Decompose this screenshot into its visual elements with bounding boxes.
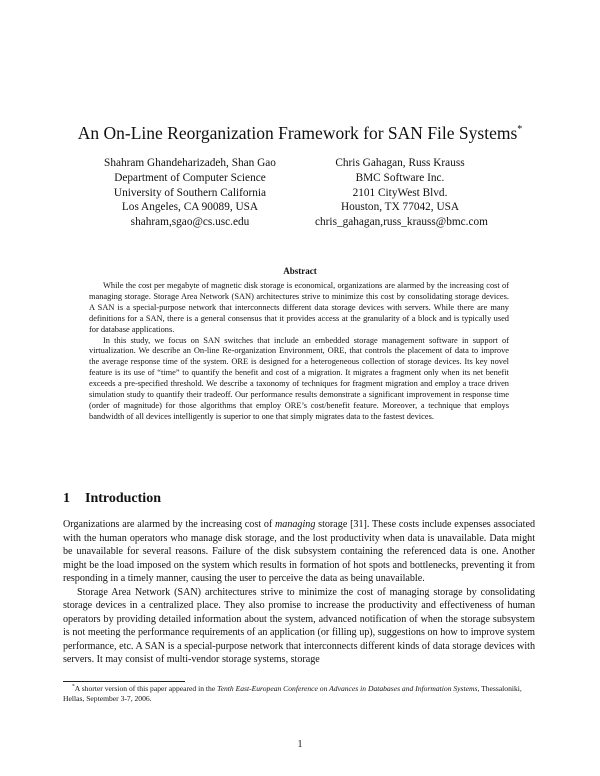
author-affiliation: BMC Software Inc. [355, 171, 445, 184]
author-street: 2101 CityWest Blvd. [352, 186, 448, 199]
page-number: 1 [297, 739, 303, 750]
footnote [63, 684, 535, 704]
abstract-heading: Abstract [283, 266, 317, 276]
author-names: Shahram Ghandeharizadeh, Shan Gao [104, 157, 276, 169]
abstract-paragraph: While the cost per megabyte of magnetic disk storage is economical, organizations are alarmed by the increasing cost of managing storage. Storage Area Network (SAN) architectures strive to minimize this cost by consolidating storage devices. A SAN is a special-purpose network that interconnects different data storage devices with servers. While there are many definitions for a SAN, there is a general consensus that it provides access at the granularity of a block and is typically used for database applications. [89, 281, 509, 334]
author-address: Los Angeles, CA 90089, USA [121, 201, 259, 214]
author-group-bmc [315, 156, 488, 230]
author-email: shahram,sgao@cs.usc.edu [130, 216, 250, 229]
body-text-run: storage [31]. These costs include expenses associated with the human operators who manage disk storage, and the lost productivity when data is unavailable. Data might be unavailable for several reasons. Failure of the disk subsystem containing the referenced data is one. Another might be the load imposed on the system which results in formation of hot spots and bottlenecks, preventing it from responding in a timely manner, causing the user to perceive the data as being unavailable. [63, 519, 535, 584]
footnote-text-run: A shorter version of this paper appeared in the [74, 684, 218, 693]
author-names: Chris Gahagan, Russ Krauss [335, 157, 465, 169]
footnote-emphasis: Tenth East-European Conference on Advances in Databases and Information Systems [217, 684, 478, 693]
footnote-text-run: , Thessaloniki, Hellas, September 3-7, 2006. [63, 684, 522, 703]
body-paragraph: Storage Area Network (SAN) architectures strive to minimize the cost of managing storage by consolidating storage devices in a centralized place. They also promise to increase the productivity and effectiveness of human operators by providing detailed information about the system, advanced notification of when the storage subsystem is not meeting the performance requirements of an application (or filling up), suggestions on how to improve system performance, etc. A SAN is a special-purpose network that interconnects different kinds of data storage devices with servers. It may consist of multi-vendor storage systems, storage [63, 586, 535, 665]
introduction-body [63, 518, 535, 667]
body-emphasis: managing [275, 519, 316, 530]
body-text-run: Organizations are alarmed by the increasing cost of [63, 519, 275, 530]
author-department: Department of Computer Science [114, 171, 266, 184]
abstract-paragraph: In this study, we focus on SAN switches that include an embedded storage management software in support of virtualization. We describe an On-line Re-organization Environment, ORE, that controls the placement of data to improve the average response time of the system. ORE is designed for a heterogeneous collection of storage devices. Its key novel feature is its use of “time” to quantify the benefit and cost of a migration. It migrates a fragment only when its net benefit exceeds a pre-specified threshold. We describe a taxonomy of techniques for fragment migration and employ a trace driven simulation study to quantify their tradeoff. Our performance results demonstrate a significant improvement in response time (order of magnitude) for those algorithms that employ ORE’s cost/benefit feature. Moreover, a technique that employs bandwidth of all devices intelligently is superior to one that simply migrates data to the fastest devices. [89, 335, 509, 421]
section-number: 1 [63, 491, 70, 506]
body-paragraph [63, 518, 535, 586]
paper-title [0, 122, 600, 144]
abstract-body [89, 281, 509, 423]
title-text: An On-Line Reorganization Framework for SAN File Systems [77, 123, 518, 143]
author-group-usc [85, 156, 295, 230]
section-heading [63, 490, 161, 508]
author-address: Houston, TX 77042, USA [340, 201, 460, 214]
title-footnote-mark: * [517, 124, 523, 136]
section-title: Introduction [85, 491, 161, 506]
author-affiliation: University of Southern California [113, 186, 267, 199]
footnote-divider [63, 681, 185, 682]
footnote-mark: * [72, 683, 75, 690]
author-email: chris_gahagan,russ_krauss@bmc.com [315, 216, 488, 229]
